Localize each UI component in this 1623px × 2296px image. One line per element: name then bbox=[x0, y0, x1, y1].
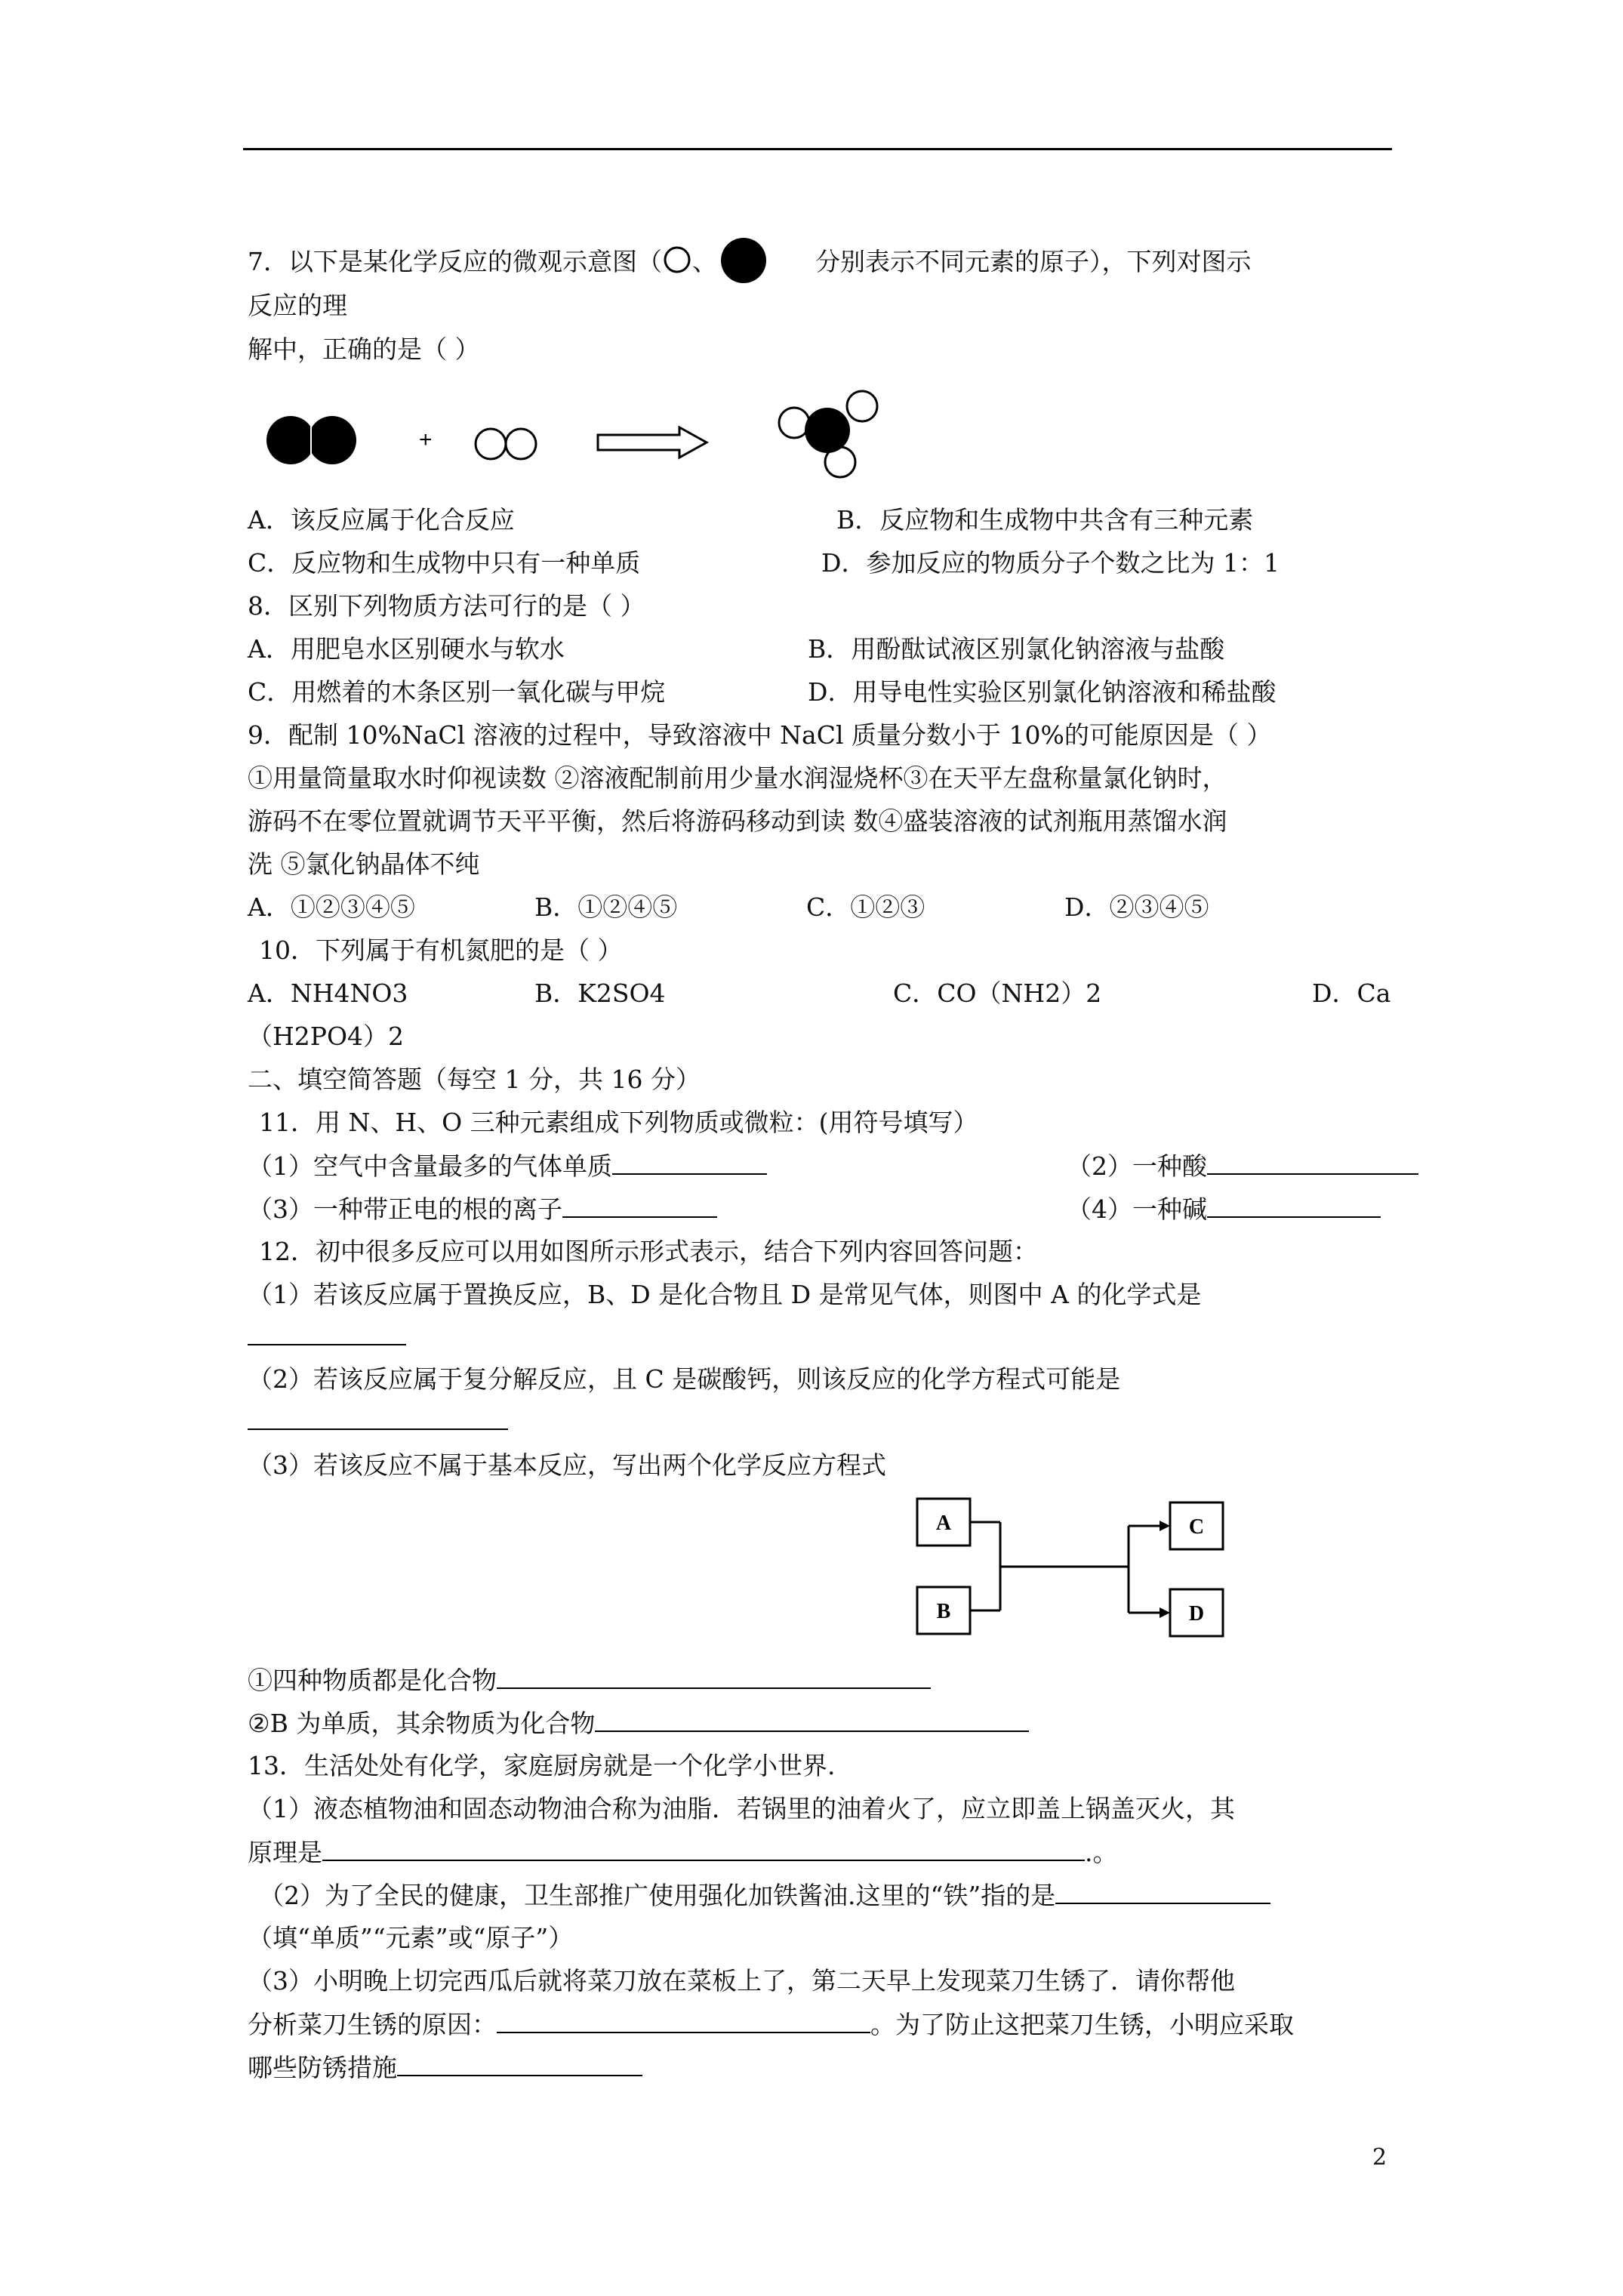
q7-stem: 7．以下是某化学反应的微观示意图（ 、 分别表示不同元素的原子），下列对图示 bbox=[248, 234, 1252, 287]
q7-option-a[interactable]: A．该反应属于化合反应 bbox=[248, 505, 515, 535]
white-atom-icon bbox=[662, 245, 692, 275]
q13-part3c: 哪些防锈措施 bbox=[248, 2052, 642, 2083]
q12-blank2[interactable] bbox=[248, 1406, 508, 1430]
q11-part1: （1）空气中含量最多的气体单质 bbox=[248, 1151, 767, 1182]
q12-part2: （2）若该反应属于复分解反应，且 C 是碳酸钙，则该反应的化学方程式可能是 bbox=[248, 1364, 1121, 1394]
q7-option-b[interactable]: B．反应物和生成物中共含有三种元素 bbox=[836, 505, 1254, 535]
q12-blank2-line bbox=[248, 1406, 508, 1437]
q13-stem: 13．生活处处有化学，家庭厨房就是一个化学小世界. bbox=[248, 1751, 836, 1780]
q9-option-b[interactable]: B．①②④⑤ bbox=[534, 892, 678, 922]
q8-option-c[interactable]: C．用燃着的木条区别一氧化碳与甲烷 bbox=[248, 677, 666, 707]
q13-part3b: 分析菜刀生锈的原因： 。为了防止这把菜刀生锈，小明应采取 bbox=[248, 2010, 1294, 2039]
q13-blank1[interactable] bbox=[322, 1837, 1085, 1861]
reactant-black-molecule bbox=[266, 416, 356, 464]
q12-stem: 12．初中很多反应可以用如图所示形式表示，结合下列内容回答问题： bbox=[259, 1237, 1038, 1266]
q10-option-d-cont: （H2PO4）2 bbox=[248, 1022, 405, 1051]
header-rule bbox=[243, 148, 1392, 150]
plus-sign: + bbox=[419, 427, 433, 452]
q7-stem-line2: 反应的理 bbox=[248, 291, 347, 320]
box-b-label: B bbox=[936, 1600, 951, 1623]
reaction-box-diagram bbox=[913, 1495, 1230, 1646]
page-number: 2 bbox=[1372, 2144, 1387, 2171]
reaction-arrow bbox=[598, 427, 707, 458]
q13-blank3[interactable] bbox=[497, 2009, 870, 2033]
box-c-label: C bbox=[1188, 1515, 1205, 1539]
q7-stem-line3: 解中，正确的是（ ） bbox=[248, 334, 480, 364]
q9-option-a[interactable]: A．①②③④⑤ bbox=[248, 892, 415, 922]
q12-blank3[interactable] bbox=[497, 1665, 931, 1689]
black-atom-icon bbox=[717, 234, 770, 287]
q13-part3: （3）小明晚上切完西瓜后就将菜刀放在菜板上了，第二天早上发现菜刀生锈了．请你帮他 bbox=[248, 1966, 1235, 1996]
q7-option-c[interactable]: C．反应物和生成物中只有一种单质 bbox=[248, 548, 641, 578]
q13-part2b: （填“单质”“元素”或“原子”） bbox=[248, 1923, 574, 1952]
q13-blank2[interactable] bbox=[1055, 1880, 1270, 1904]
q9-stem: 9．配制 10%NaCl 溶液的过程中，导致溶液中 NaCl 质量分数小于 10%的可能原因是（ ） bbox=[248, 720, 1272, 750]
q12-blank1[interactable] bbox=[248, 1321, 406, 1345]
q10-option-a[interactable]: A．NH4NO3 bbox=[248, 978, 408, 1008]
section-heading: 二、填空简答题（每空 1 分，共 16 分） bbox=[248, 1065, 701, 1094]
q8-stem: 8．区别下列物质方法可行的是（ ） bbox=[248, 591, 645, 621]
q8-option-b[interactable]: B．用酚酞试液区别氯化钠溶液与盐酸 bbox=[808, 634, 1225, 664]
q11-blank2[interactable] bbox=[1207, 1151, 1418, 1175]
q8-option-a[interactable]: A．用肥皂水区别硬水与软水 bbox=[248, 634, 565, 664]
q9-option-c[interactable]: C．①②③ bbox=[806, 892, 925, 922]
q12-sub2: ②B 为单质，其余物质为化合物 bbox=[248, 1708, 1029, 1739]
q13-blank4[interactable] bbox=[397, 2052, 642, 2076]
q12-part1: （1）若该反应属于置换反应，B、D 是化合物且 D 是常见气体，则图中 A 的化学式是 bbox=[248, 1280, 1202, 1309]
q11-blank4[interactable] bbox=[1207, 1194, 1381, 1218]
q7-option-d[interactable]: D．参加反应的物质分子个数之比为 1：1 bbox=[821, 548, 1280, 578]
box-a-label: A bbox=[935, 1512, 952, 1535]
q10-option-b[interactable]: B．K2SO4 bbox=[534, 978, 666, 1008]
q11-stem: 11．用 N、H、O 三种元素组成下列物质或微粒：(用符号填写） bbox=[259, 1108, 978, 1137]
q11-blank1[interactable] bbox=[612, 1151, 767, 1175]
product-molecule bbox=[779, 391, 877, 477]
q8-option-d[interactable]: D．用导电性实验区别氯化钠溶液和稀盐酸 bbox=[808, 677, 1277, 707]
q13-part1: （1）液态植物油和固态动物油合称为油脂．若锅里的油着火了，应立即盖上锅盖灭火，其 bbox=[248, 1794, 1235, 1823]
q9-line3: 游码不在零位置就调节天平平衡，然后将游码移动到读 数④盛装溶液的试剂瓶用蒸馏水润 bbox=[248, 806, 1227, 836]
box-d-label: D bbox=[1188, 1602, 1205, 1626]
q12-blank1-line bbox=[248, 1321, 406, 1352]
q13-part1b: 原理是 .。 bbox=[248, 1838, 1118, 1867]
q11-part2: （2）一种酸 bbox=[1067, 1151, 1418, 1182]
connector-lines bbox=[970, 1522, 1166, 1613]
q9-line4: 洗 ⑤氯化钠晶体不纯 bbox=[248, 849, 480, 879]
q9-option-d[interactable]: D．②③④⑤ bbox=[1064, 892, 1209, 922]
q10-option-c[interactable]: C．CO（NH2）2 bbox=[893, 978, 1102, 1008]
reactant-white-molecule bbox=[476, 429, 536, 459]
q11-blank3[interactable] bbox=[562, 1194, 717, 1218]
q10-stem: 10．下列属于有机氮肥的是（ ） bbox=[259, 935, 623, 965]
q12-part3: （3）若该反应不属于基本反应，写出两个化学反应方程式 bbox=[248, 1450, 886, 1480]
reaction-diagram bbox=[257, 385, 921, 483]
q11-part3: （3）一种带正电的根的离子 bbox=[248, 1194, 717, 1225]
q11-part4: （4）一种碱 bbox=[1067, 1194, 1381, 1225]
arrow-heads bbox=[1160, 1521, 1170, 1618]
q13-part2: （2）为了全民的健康，卫生部推广使用强化加铁酱油.这里的“铁”指的是 bbox=[259, 1880, 1270, 1911]
q12-sub1: ①四种物质都是化合物 bbox=[248, 1665, 931, 1696]
q10-option-d[interactable]: D．Ca bbox=[1312, 978, 1391, 1008]
q9-line2: ①用量筒量取水时仰视读数 ②溶液配制前用少量水润湿烧杯③在天平左盘称量氯化钠时， bbox=[248, 763, 1227, 793]
q12-blank4[interactable] bbox=[595, 1708, 1029, 1732]
